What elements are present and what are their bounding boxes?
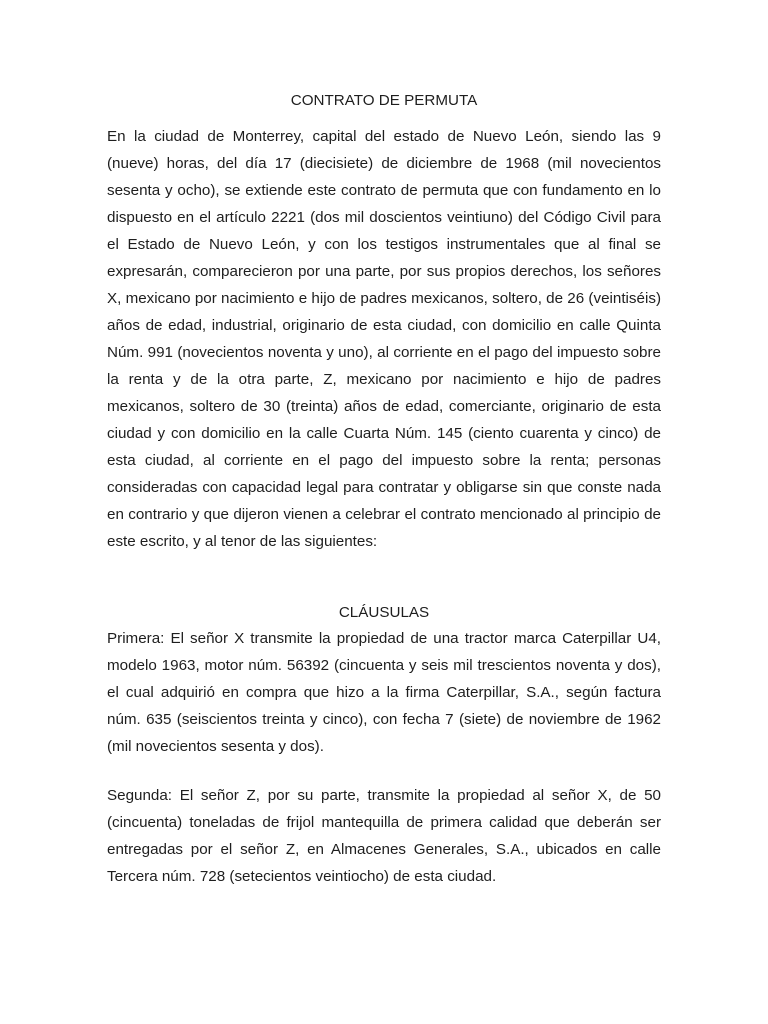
clauses-heading: CLÁUSULAS	[338, 604, 430, 621]
intro-paragraph: En la ciudad de Monterrey, capital del estado de Nuevo León, siendo las 9 (nueve) horas, del día 17 (diecisiete) de diciembre de 1968 (mil novecientos sesenta y ocho), se extiende este contrato de permuta que con fundamento en lo dispuesto en el artículo 2221 (dos mil doscientos veintiuno) del Código Civil para el Estado de Nuevo León, y con los testigos instrumentales que al final se expresarán, comparecieron por una parte, por sus propios derechos, los señores X, mexicano por nacimiento e hijo de padres mexicanos, soltero, de 26 (veintiséis) años de edad, industrial, originario de esta ciudad, con domicilio en calle Quinta Núm. 991 (novecientos noventa y uno), al corriente en el pago del impuesto sobre la renta y de la otra parte, Z, mexicano por nacimiento e hijo de padres mexicanos, soltero de 30 (treinta) años de edad, comerciante, originario de esta ciudad y con domicilio en la calle Cuarta Núm. 145 (ciento cuarenta y cinco) de esta ciudad, al corriente en el pago del impuesto sobre la renta; personas consideradas con capacidad legal para contratar y obligarse sin que conste nada en contrario y que dijeron vienen a celebrar el contrato mencionado al principio de este escrito, y al tenor de las siguientes:	[107, 128, 661, 550]
clause-primera: Primera: El señor X transmite la propiedad de una tractor marca Caterpillar U4, modelo 1963, motor núm. 56392 (cincuenta y seis mil trescientos noventa y dos), el cual adquirió en compra que hizo a la firma Caterpillar, S.A., según factura núm. 635 (seiscientos treinta y cinco), con fecha 7 (siete) de noviembre de 1962 (mil novecientos sesenta y dos).	[107, 630, 661, 755]
clause-segunda: Segunda: El señor Z, por su parte, transmite la propiedad al señor X, de 50 (cincuenta) toneladas de frijol mantequilla de primera calidad que deberán ser entregadas por el señor Z, en Almacenes Generales, S.A., ubicados en calle Tercera núm. 728 (setecientos veintiocho) de esta ciudad.	[107, 787, 661, 885]
document-title: CONTRATO DE PERMUTA	[290, 92, 478, 109]
